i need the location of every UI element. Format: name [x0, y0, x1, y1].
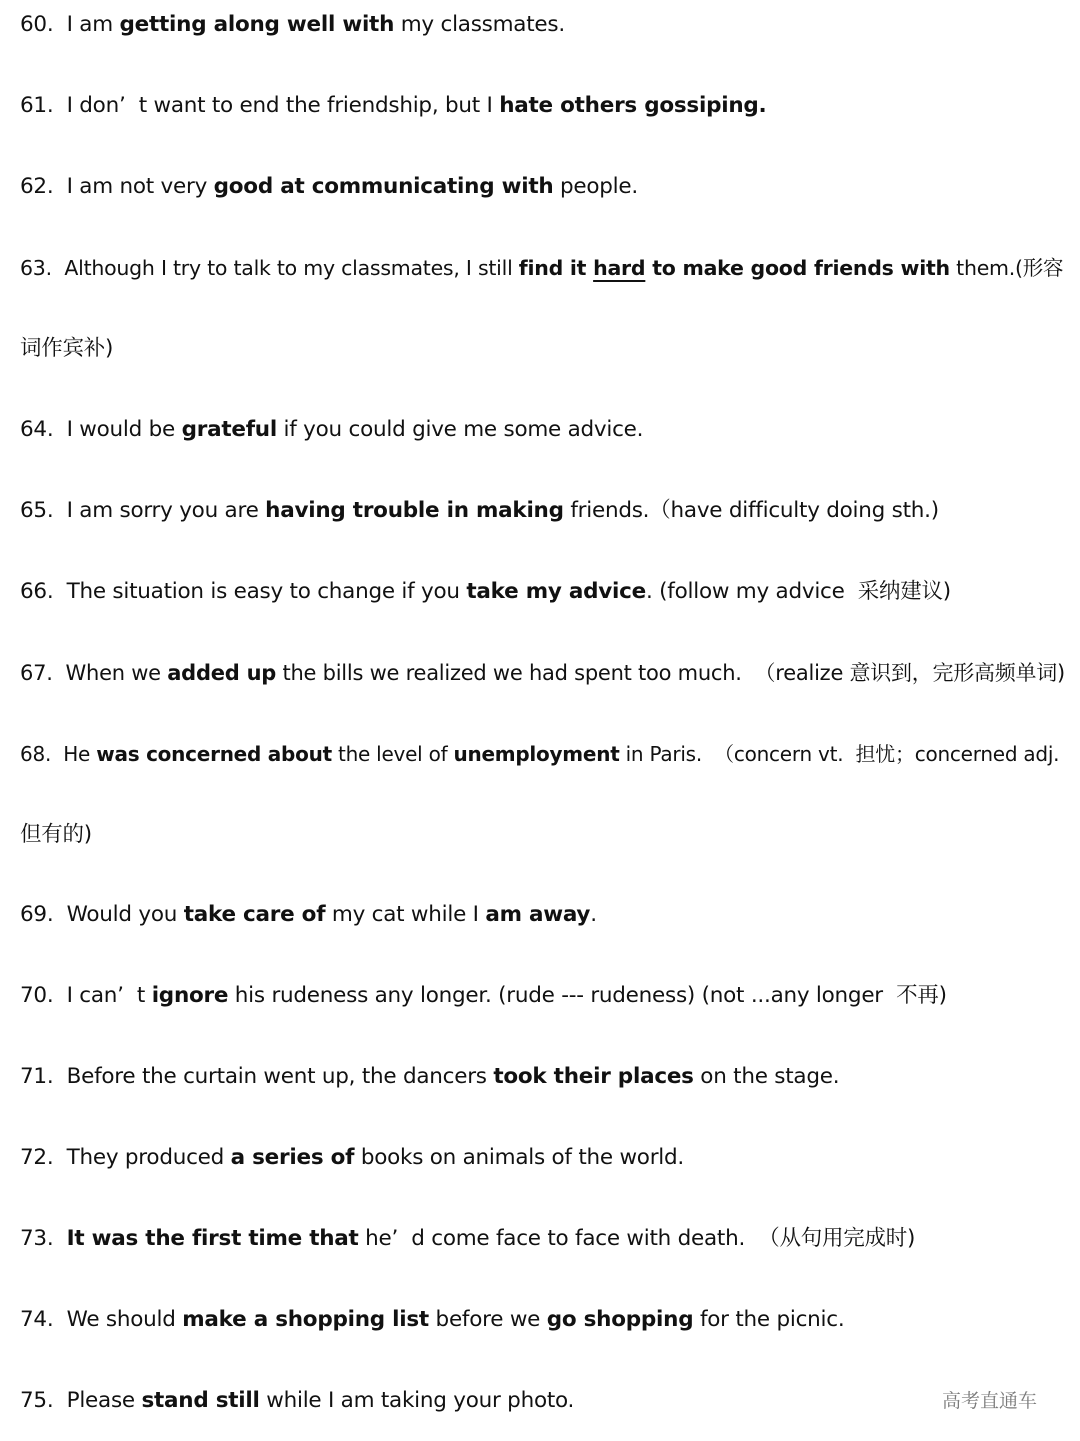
bold-phrase: unemployment: [453, 742, 620, 766]
bold-phrase: grateful: [181, 417, 277, 442]
bold-phrase: am away: [485, 902, 591, 927]
sentence-text: in Paris. （concern vt. 担忧；concerned adj.: [619, 742, 1060, 766]
sentence-text: 71. Before the curtain went up, the dancers: [20, 1064, 494, 1089]
sentence-line: [20, 900, 1074, 930]
bold-phrase: getting along well with: [119, 12, 395, 37]
sentence-line: [20, 334, 1074, 364]
bold-phrase: go shopping: [546, 1307, 694, 1332]
sentence-text: . (follow my advice 采纳建议): [645, 579, 951, 604]
sentence-text: 62. I am not very: [20, 174, 214, 199]
sentence-text: 69. Would you: [20, 902, 184, 927]
sentence-text: friends.（have difficulty doing sth.): [563, 498, 939, 523]
sentence-text: 63. Although I try to talk to my classmates, I still: [20, 256, 519, 280]
sentence-line: [20, 1062, 1074, 1092]
sentence-line: [20, 1143, 1074, 1173]
bold-phrase: make a shopping list: [182, 1307, 429, 1332]
sentence-line: [20, 91, 1074, 121]
sentence-text: people.: [553, 174, 638, 199]
sentence-text: them.(形容: [949, 256, 1064, 280]
sentence-text: 70. I can’ t: [20, 983, 152, 1008]
sentence-line: [20, 658, 1074, 688]
sentence-text: 64. I would be: [20, 417, 182, 442]
bold-phrase: It was the first time that: [66, 1226, 359, 1251]
sentence-line: [20, 981, 1074, 1011]
bold-phrase: hate others gossiping.: [499, 93, 767, 118]
sentence-text: the level of: [331, 742, 454, 766]
sentence-text: books on animals of the world.: [354, 1145, 684, 1170]
sentence-line: [20, 496, 1074, 526]
bold-phrase: added up: [167, 661, 277, 685]
sentence-text: my cat while I: [325, 902, 486, 927]
sentence-text: on the stage.: [693, 1064, 840, 1089]
sentence-line: [20, 10, 1074, 40]
sentence-text: 68. He: [20, 742, 97, 766]
sentence-text: 67. When we: [20, 661, 168, 685]
sentence-text: 66. The situation is easy to change if you: [20, 579, 467, 604]
sentence-text: 但有的): [20, 822, 92, 847]
sentence-text: 词作宾补): [20, 336, 114, 361]
bold-phrase: ignore: [151, 983, 229, 1008]
sentence-line: [20, 1305, 1074, 1335]
sentence-text: his rudeness any longer. (rude --- rudeness) (not ...any longer 不再): [228, 983, 947, 1008]
sentence-text: 73.: [20, 1226, 67, 1251]
sentence-text: .: [590, 902, 597, 927]
bold-phrase: was concerned about: [96, 742, 332, 766]
sentence-text: 74. We should: [20, 1307, 183, 1332]
bold-phrase: take care of: [183, 902, 326, 927]
sentence-line: [20, 253, 1074, 283]
sentence-line: [20, 820, 1074, 850]
sentence-text: my classmates.: [394, 12, 565, 37]
bold-phrase: find it: [518, 256, 594, 280]
sentence-text: 65. I am sorry you are: [20, 498, 266, 523]
sentence-line: [20, 1386, 1074, 1416]
bold-phrase: stand still: [141, 1388, 260, 1413]
sentence-line: [20, 739, 1074, 769]
sentence-text: 61. I don’ t want to end the friendship, but I: [20, 93, 500, 118]
bold-phrase: hard: [593, 256, 646, 280]
sentence-text: he’ d come face to face with death. （从句用完成时): [358, 1226, 916, 1251]
sentence-text: 72. They produced: [20, 1145, 231, 1170]
bold-phrase: having trouble in making: [265, 498, 564, 523]
sentence-line: [20, 172, 1074, 202]
sentence-text: for the picnic.: [693, 1307, 845, 1332]
bold-phrase: to make good friends with: [645, 256, 950, 280]
sentence-text: if you could give me some advice.: [276, 417, 644, 442]
bold-phrase: took their places: [493, 1064, 694, 1089]
sentence-line: [20, 415, 1074, 445]
sentence-text: 60. I am: [20, 12, 120, 37]
bold-phrase: good at communicating with: [213, 174, 554, 199]
sentence-line: [20, 577, 1074, 607]
bold-phrase: a series of: [230, 1145, 355, 1170]
watermark: 高考直通车: [942, 1390, 1038, 1412]
sentence-text: before we: [428, 1307, 547, 1332]
sentence-line: [20, 1224, 1074, 1254]
sentence-text: 75. Please: [20, 1388, 142, 1413]
sentence-text: the bills we realized we had spent too much. （realize 意识到，完形高频单词): [276, 661, 1065, 685]
sentence-text: while I am taking your photo.: [259, 1388, 575, 1413]
bold-phrase: take my advice: [466, 579, 646, 604]
